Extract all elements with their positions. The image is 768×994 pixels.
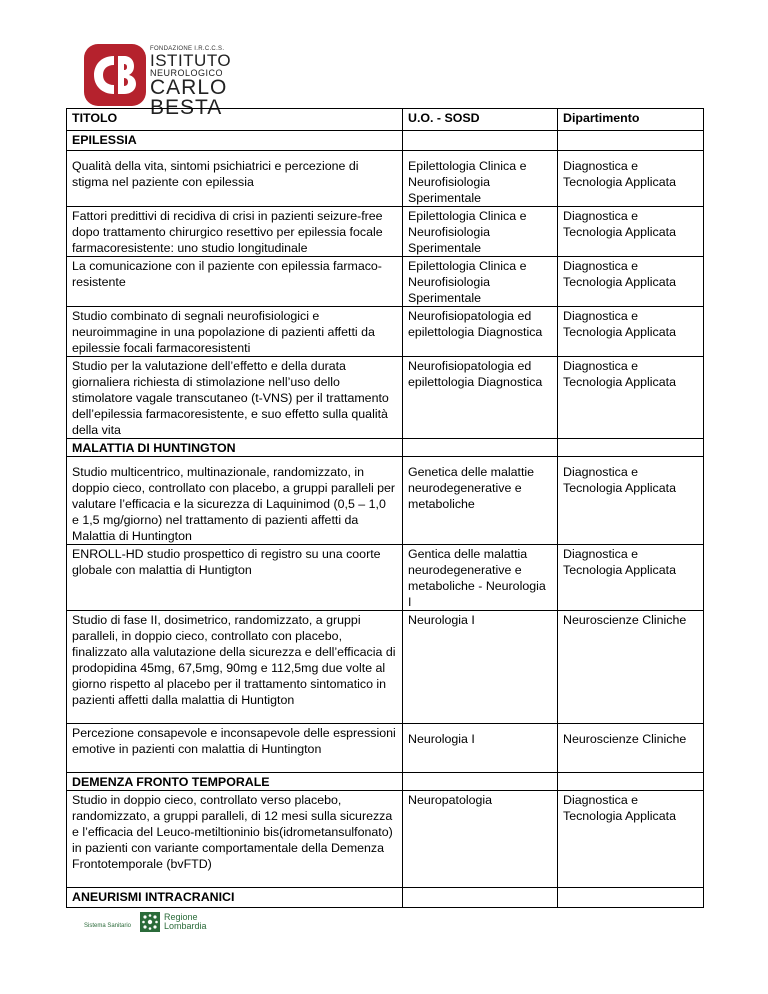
table-row [67,357,704,439]
table-row [67,545,704,611]
logo-neurologico: NEUROLOGICO [150,68,224,78]
section-row [67,131,704,151]
cell-titolo: Studio di fase II, dosimetrico, randomizzato, a gruppi paralleli, in doppio cieco, controllato con placebo, finalizzato alla valutazione della sicurezza e dell’efficacia di prodopidina 45mg, 67,5mg, 90mg e 112,5mg due volte al giorno rispetto al placebo per il trattamento sintomatico in pazienti affetti dalla malattia di Huntigton [67,611,403,724]
cell-titolo: Studio multicentrico, multinazionale, randomizzato, in doppio cieco, controllato con placebo, a gruppi paralleli per valutare l’efficacia e la sicurezza di Laquinimod (0,5 – 1,0 e 1,5 mg/giorno) nel trattamento di pazienti affetti da Malattia di Huntington [67,457,403,545]
cell-titolo: Studio in doppio cieco, controllato verso placebo, randomizzato, a gruppi paralleli, di 12 mesi sulla sicurezza e l’efficacia del Leuco-metiltioninio bis(idrometansulfonato) in pazienti con variante comportamentale della Demenza Frontotemporale (bvFTD) [67,791,403,888]
section-row [67,773,704,791]
footer-regione: Regione [164,912,198,922]
logo-foundation-label: FONDAZIONE I.R.C.C.S. [150,46,225,52]
cell-uo: Epilettologia Clinica e Neurofisiologia Sperimentale [403,257,558,307]
logo-istituto: ISTITUTO [150,51,232,70]
footer-lombardia: Lombardia [164,921,207,931]
header-dipartimento: Dipartimento [558,109,704,131]
cell-uo: Epilettologia Clinica e Neurofisiologia Sperimentale [403,207,558,257]
section-title: ANEURISMI INTRACRANICI [67,888,403,908]
cell-uo: Neurofisiopatologia ed epilettologia Diagnostica [403,307,558,357]
cell-titolo: ENROLL-HD studio prospettico di registro su una coorte globale con malattia di Huntigton [67,545,403,611]
cell-dipartimento: Diagnostica e Tecnologia Applicata [558,207,704,257]
table-row [67,207,704,257]
institute-logo [84,44,232,119]
section-row [67,439,704,457]
cell-uo: Epilettologia Clinica e Neurofisiologia Sperimentale [403,151,558,207]
cell-uo: Neuropatologia [403,791,558,888]
section-title: DEMENZA FRONTO TEMPORALE [67,773,403,791]
cell-dipartimento: Diagnostica e Tecnologia Applicata [558,307,704,357]
cell-uo: Gentica delle malattia neurodegenerative e metaboliche - Neurologia I [403,545,558,611]
table-row [67,257,704,307]
cell-uo: Neurologia I [403,724,558,773]
table-row [67,611,704,724]
cell-dipartimento: Neuroscienze Cliniche [558,611,704,724]
table-row [67,457,704,545]
logo-besta: BESTA [150,96,223,119]
besta-logo-mark-icon [84,44,146,106]
cell-uo: Genetica delle malattie neurodegenerative e metaboliche [403,457,558,545]
section-row [67,888,704,908]
footer-sistema-sanitario: Sistema Sanitario [84,923,132,929]
cell-titolo: La comunicazione con il paziente con epilessia farmaco-resistente [67,257,403,307]
cell-uo: Neurofisiopatologia ed epilettologia Diagnostica [403,357,558,439]
cell-dipartimento: Neuroscienze Cliniche [558,724,704,773]
regione-lombardia-logo [84,912,214,936]
rosa-camuna-icon [140,912,160,932]
table-header-row [67,109,704,131]
header-titolo: TITOLO [67,109,403,131]
cell-dipartimento: Diagnostica e Tecnologia Applicata [558,357,704,439]
header-uo-sosd: U.O. - SOSD [403,109,558,131]
cell-titolo: Studio per la valutazione dell’effetto e della durata giornaliera richiesta di stimolazione nell’uso dello stimolatore vagale transcutaneo (t-VNS) per il trattamento dell’epilessia farmacoresistente, e suo effetto sulla qualità della vita [67,357,403,439]
table-row [67,724,704,773]
cell-titolo: Fattori predittivi di recidiva di crisi in pazienti seizure-free dopo trattamento chirurgico resettivo per epilessia focale farmacoresistente: uno studio longitudinale [67,207,403,257]
table-row [67,791,704,888]
cell-titolo: Percezione consapevole e inconsapevole delle espressioni emotive in pazienti con malattia di Huntington [67,724,403,773]
studies-table [66,108,704,908]
cell-titolo: Qualità della vita, sintomi psichiatrici e percezione di stigma nel paziente con epilessia [67,151,403,207]
cell-titolo: Studio combinato di segnali neurofisiologici e neuroimmagine in una popolazione di pazienti affetti da epilessie focali farmacoresistenti [67,307,403,357]
table-row [67,307,704,357]
section-title: MALATTIA DI HUNTINGTON [67,439,403,457]
logo-carlo: CARLO [150,76,228,99]
cell-dipartimento: Diagnostica e Tecnologia Applicata [558,257,704,307]
cell-dipartimento: Diagnostica e Tecnologia Applicata [558,791,704,888]
cell-uo: Neurologia I [403,611,558,724]
cell-dipartimento: Diagnostica e Tecnologia Applicata [558,151,704,207]
cell-dipartimento: Diagnostica e Tecnologia Applicata [558,457,704,545]
cell-dipartimento: Diagnostica e Tecnologia Applicata [558,545,704,611]
table-row [67,151,704,207]
section-title: EPILESSIA [67,131,403,151]
